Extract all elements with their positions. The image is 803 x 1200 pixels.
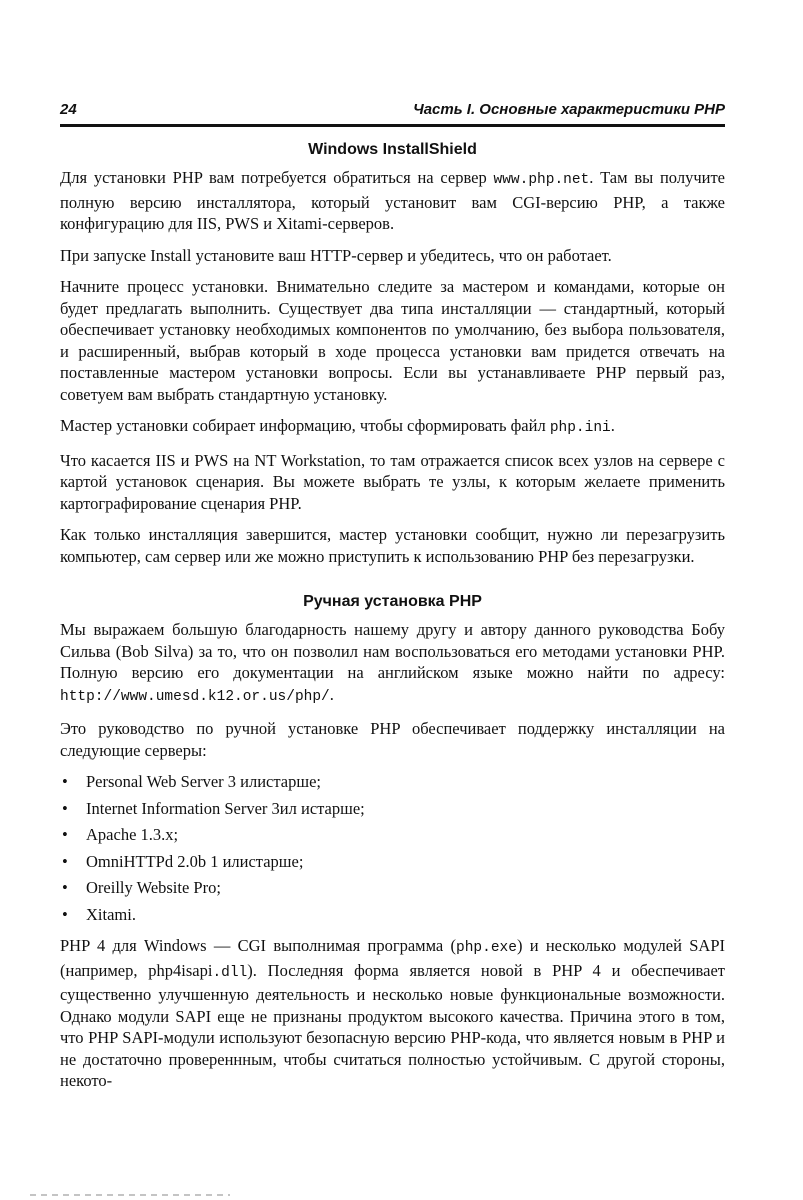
scan-artifact: [30, 1194, 230, 1196]
paragraph-acknowledgement: [60, 619, 725, 708]
list-item: • Xitami.: [60, 904, 725, 926]
page-number: 24: [60, 101, 77, 118]
paragraph-install-finish: Как только инсталляция завершится, мастер установки сообщит, нужно ли перезагрузить компьютер, сам сервер или же можно приступить к использованию PHP без перезагрузки.: [60, 525, 725, 566]
page-body: [60, 139, 725, 1102]
section-title-installshield: Windows InstallShield: [308, 141, 477, 158]
text-run: .: [329, 684, 334, 704]
paragraph-servers-intro: Это руководство по ручной установке PHP обеспечивает поддержку инсталляции на следующие серверы:: [60, 719, 725, 760]
paragraph-install-process: Начните процесс установки. Внимательно следите за мастером и командами, которые он будет предлагать выполнить. Существует два типа инсталляции — стандартный, который обеспечивает установку необходимых компонентов по умолчанию, без выбора пользователя, и расширенный, выбрав который в ходе процесса установки вам придется отвечать на поставленные мастером установки вопросы. Если вы устанавливаете PHP первый раз, советуем вам выбрать стандартную установку.: [60, 277, 725, 404]
url-umesd: http://www.umesd.k12.or.us/php/: [60, 688, 330, 705]
paragraph-iis-pws: Что касается IIS и PWS на NT Workstation, то там отражается список всех узлов на сервере с картой установок сценария. Вы можете выбрать те узлы, к которым желаете применить картографирование сценария PHP.: [60, 450, 725, 513]
text-run: Для установки PHP вам потребуется обратиться на сервер: [60, 168, 494, 187]
text-run: ) и несколько модулей SAPI (например, php4isapi: [60, 936, 725, 980]
url-php-net: www.php.net: [493, 172, 590, 188]
text-run: Мы выражаем большую благодарность нашему другу и автору данного руководства Бобу Сильва (Bob Silva) за то, что он позволил нам воспользоваться его методами установки PHP. Полную версию его документации на английском языке можно найти по адресу:: [60, 620, 725, 682]
text-run: PHP 4 для Windows — CGI выполнимая программа (: [60, 936, 457, 955]
running-title: Часть I. Основные характеристики PHP: [413, 101, 725, 118]
filename-php-exe: php.exe: [456, 940, 517, 956]
text-run: . Там вы получите полную версию инсталлятора, который установит вам CGI-версию PHP, а также конфигурацию для IIS, PWS и Xitami-серверов.: [60, 168, 725, 233]
filename-php-ini: php.ini: [549, 420, 611, 436]
list-item: • Apache 1.3.x;: [60, 824, 725, 846]
list-item: • Oreilly Website Pro;: [60, 877, 725, 899]
text-run: Мастер установки собирает информацию, чтобы сформировать файл: [60, 416, 550, 435]
paragraph-wizard-info: [60, 415, 725, 440]
running-header: [60, 101, 725, 127]
server-list: [60, 771, 725, 925]
text-run: .: [610, 416, 615, 435]
paragraph-installshield-intro: [60, 167, 725, 235]
section-title-manual-install: Ручная установка PHP: [303, 593, 482, 610]
text-run: ). Последняя форма является новой в PHP 4 и обеспечивает существенно улучшенную деятельность и несколько новые функциональные возможности. Однако модули SAPI еще не признаны продуктом высокого качества. Причина этого в том, что PHP SAPI-модули используют безопасную версию PHP-кода, что является новым в PHP и не достаточно провереннным, чтобы считаться полностью устойчивым. С другой стороны, некото-: [60, 960, 725, 1090]
list-item: • OmniHTTPd 2.0b 1 илистарше;: [60, 851, 725, 873]
list-item: • Personal Web Server 3 илистарше;: [60, 771, 725, 793]
list-item: • Internet Information Server 3ил истарше;: [60, 798, 725, 820]
file-extension-dll: .dll: [212, 964, 248, 981]
paragraph-install-start: При запуске Install установите ваш HTTP-сервер и убедитесь, что он работает.: [60, 245, 612, 265]
paragraph-php4-sapi: [60, 935, 725, 1092]
